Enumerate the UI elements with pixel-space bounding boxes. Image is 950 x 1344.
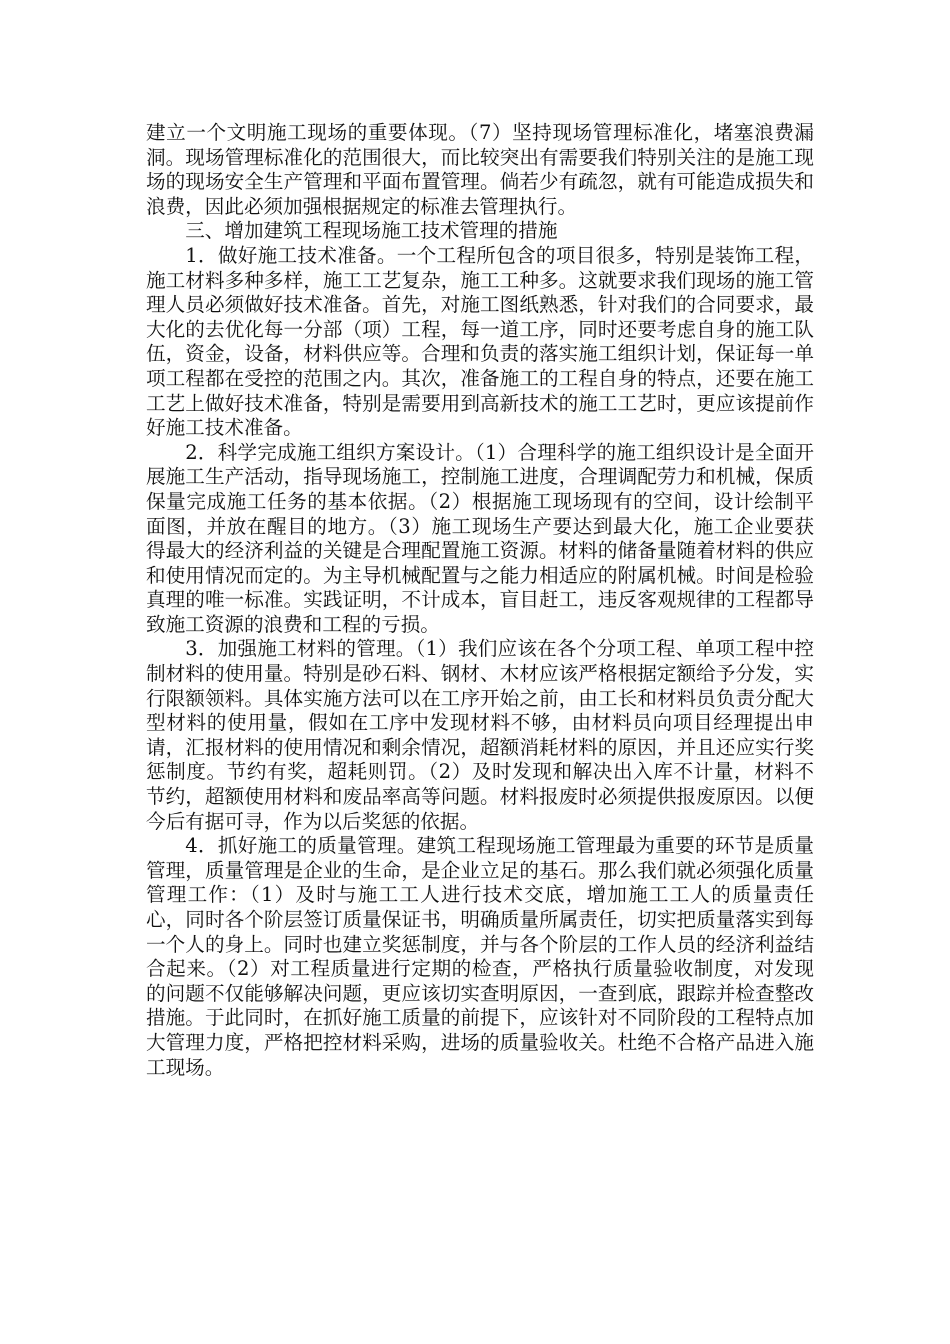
- paragraph-organization-design: 2．科学完成施工组织方案设计。（1）合理科学的施工组织设计是全面开展施工生产活动，指导现场施工，控制施工进度，合理调配劳力和机械，保质保量完成施工任务的基本依据。（2）根据施工现场现有的空间，设计绘制平面图，并放在醒目的地方。（3）施工现场生产要达到最大化，施工企业要获得最大的经济利益的关键是合理配置施工资源。材料的储备量随着材料的供应和使用情况而定的。为主导机械配置与之能力相适应的附属机械。时间是检验真理的唯一标准。实践证明，不计成本，盲目赶工，违反客观规律的工程都导致施工资源的浪费和工程的亏损。: [146, 440, 814, 636]
- paragraph-material-management: 3．加强施工材料的管理。（1）我们应该在各个分项工程、单项工程中控制材料的使用量。特别是砂石料、钢材、木材应该严格根据定额给予分发，实行限额领料。具体实施方法可以在工序开始之前，由工长和材料员负责分配大型材料的使用量，假如在工序中发现材料不够，由材料员向项目经理提出申请，汇报材料的使用情况和剩余情况，超额消耗材料的原因，并且还应实行奖惩制度。节约有奖，超耗则罚。（2）及时发现和解决出入库不计量，材料不节约，超额使用材料和废品率高等问题。材料报废时必须提供报废原因。以便今后有据可寻，作为以后奖惩的依据。: [146, 637, 814, 833]
- paragraph-quality-management: 4．抓好施工的质量管理。建筑工程现场施工管理最为重要的环节是质量管理，质量管理是企业的生命，是企业立足的基石。那么我们就必须强化质量管理工作：（1）及时与施工工人进行技术交底，增加施工工人的质量责任心，同时各个阶层签订质量保证书，明确质量所属责任，切实把质量落实到每一个人的身上。同时也建立奖惩制度，并与各个阶层的工作人员的经济利益结合起来。（2）对工程质量进行定期的检查，严格执行质量验收制度，对发现的问题不仅能够解决问题，更应该切实查明原因，一查到底，跟踪并检查整改措施。于此同时，在抓好施工质量的前提下，应该针对不同阶段的工程特点加大管理力度，严格把控材料采购，进场的质量验收关。杜绝不合格产品进入施工现场。: [146, 834, 814, 1079]
- section-heading: 三、增加建筑工程现场施工技术管理的措施: [185, 219, 558, 243]
- paragraph-technical-preparation: 1．做好施工技术准备。一个工程所包含的项目很多，特别是装饰工程，施工材料多种多样，施工工艺复杂，施工工种多。这就要求我们现场的施工管理人员必须做好技术准备。首先，对施工图纸熟悉，针对我们的合同要求，最大化的去优化每一分部（项）工程，每一道工序，同时还要考虑自身的施工队伍，资金，设备，材料供应等。合理和负责的落实施工组织计划，保证每一单项工程都在受控的范围之内。其次，准备施工的工程自身的特点，还要在施工工艺上做好技术准备，特别是需要用到高新技术的施工工艺时，更应该提前作好施工技术准备。: [146, 243, 814, 440]
- paragraph-continuation: 建立一个文明施工现场的重要体现。（7）坚持现场管理标准化，堵塞浪费漏洞。现场管理标准化的范围很大，而比较突出有需要我们特别关注的是施工现场的现场安全生产管理和平面布置管理。倘若少有疏忽，就有可能造成损失和浪费，因此必须加强根据规定的标准去管理执行。: [146, 121, 814, 218]
- document-body: [146, 121, 814, 1080]
